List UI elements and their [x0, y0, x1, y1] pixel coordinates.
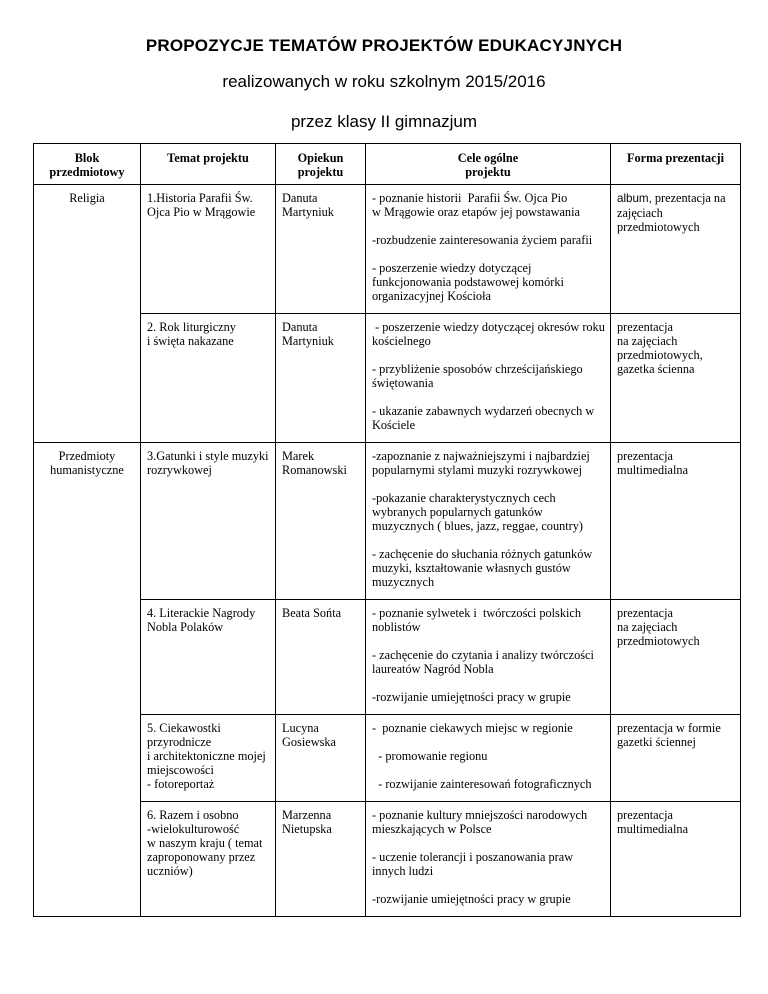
- cell-goals: [366, 185, 611, 314]
- table-row: [34, 600, 741, 715]
- goal-item: -rozbudzenie zainteresowania życiem parafii: [372, 233, 593, 247]
- goal-item: - ukazanie zabawnych wydarzeń obecnych w Kościele: [372, 404, 598, 432]
- cell-form: [611, 715, 741, 802]
- cell-goals: [366, 314, 611, 443]
- header-form: Forma prezentacji: [611, 144, 741, 185]
- cell-supervisor: Marek Romanowski: [276, 443, 366, 600]
- table-row: [34, 715, 741, 802]
- table-row: [34, 185, 741, 314]
- cell-goals: [366, 600, 611, 715]
- cell-form: [611, 314, 741, 443]
- cell-topic: 4. Literackie Nagrody Nobla Polaków: [141, 600, 276, 715]
- document-subtitle-class: przez klasy II gimnazjum: [290, 112, 478, 131]
- cell-topic: 2. Rok liturgiczny i święta nakazane: [141, 314, 276, 443]
- document-subtitle-year: realizowanych w roku szkolnym 2015/2016: [222, 72, 546, 91]
- goal-item: -rozwijanie umiejętności pracy w grupie: [372, 892, 571, 906]
- goal-item: - poznanie historii Parafii Św. Ojca Pio w Mrągowie oraz etapów jej powstawania: [372, 191, 580, 219]
- projects-table: [33, 143, 741, 917]
- document-title: PROPOZYCJE TEMATÓW PROJEKTÓW EDUKACYJNYCH: [145, 36, 623, 55]
- cell-block: Religia: [34, 185, 141, 443]
- table-row: [34, 802, 741, 917]
- form-text: prezentacja na zajęciach przedmiotowych: [617, 606, 700, 648]
- cell-supervisor: Lucyna Gosiewska: [276, 715, 366, 802]
- form-text: prezentacja multimedialna: [617, 808, 689, 836]
- header-block: Blok przedmiotowy: [34, 144, 141, 185]
- cell-goals: [366, 802, 611, 917]
- goal-item: -rozwijanie umiejętności pracy w grupie: [372, 690, 571, 704]
- cell-form: [611, 185, 741, 314]
- cell-goals: [366, 715, 611, 802]
- header-topic: Temat projektu: [141, 144, 276, 185]
- table-header-row: [34, 144, 741, 185]
- cell-topic: 5. Ciekawostki przyrodnicze i architektoniczne mojej miejscowości - fotoreportaż: [141, 715, 276, 802]
- table-row: [34, 443, 741, 600]
- cell-form: [611, 600, 741, 715]
- form-text: prezentacja na zajęciach przedmiotowych, gazetka ścienna: [617, 320, 703, 376]
- header-supervisor: Opiekun projektu: [276, 144, 366, 185]
- goal-item: - zachęcenie do czytania i analizy twórczości laureatów Nagród Nobla: [372, 648, 597, 676]
- cell-goals: [366, 443, 611, 600]
- cell-supervisor: Beata Sońta: [276, 600, 366, 715]
- goal-item: - uczenie tolerancji i poszanowania praw innych ludzi: [372, 850, 577, 878]
- cell-form: [611, 802, 741, 917]
- goal-item: - zachęcenie do słuchania różnych gatunków muzyki, kształtowanie własnych gustów muzycznych: [372, 547, 596, 589]
- cell-supervisor: Danuta Martyniuk: [276, 185, 366, 314]
- goal-item: -zapoznanie z najważniejszymi i najbardziej popularnymi stylami muzyki rozrywkowej: [372, 449, 593, 477]
- cell-topic: 1.Historia Parafii Św. Ojca Pio w Mrągowie: [141, 185, 276, 314]
- goal-item: - poszerzenie wiedzy dotyczącej funkcjonowania podstawowej komórki organizacyjnej Kościoła: [372, 261, 568, 303]
- form-text: prezentacja na zajęciach przedmiotowych: [617, 191, 726, 234]
- cell-topic: 3.Gatunki i style muzyki rozrywkowej: [141, 443, 276, 600]
- goal-item: - poznanie sylwetek i twórczości polskich noblistów: [372, 606, 585, 634]
- form-text: prezentacja w formie gazetki ściennej: [617, 721, 721, 749]
- goal-item: - poznanie ciekawych miejsc w regionie: [372, 721, 573, 735]
- cell-form: [611, 443, 741, 600]
- form-text: prezentacja multimedialna: [617, 449, 689, 477]
- goal-item: - przybliżenie sposobów chrześcijańskiego świętowania: [372, 362, 586, 390]
- goal-item: -pokazanie charakterystycznych cech wybranych popularnych gatunków muzycznych ( blues, jazz, reggae, country): [372, 491, 583, 533]
- table-row: [34, 314, 741, 443]
- goal-item: - poznanie kultury mniejszości narodowych mieszkających w Polsce: [372, 808, 591, 836]
- goal-item: - poszerzenie wiedzy dotyczącej okresów roku kościelnego: [372, 320, 608, 348]
- form-lead: album,: [617, 192, 652, 205]
- header-goals: Cele ogólne projektu: [366, 144, 611, 185]
- cell-supervisor: Marzenna Nietupska: [276, 802, 366, 917]
- goal-item: - rozwijanie zainteresowań fotograficznych: [372, 777, 592, 791]
- cell-block: Przedmioty humanistyczne: [34, 443, 141, 917]
- cell-topic: 6. Razem i osobno -wielokulturowość w naszym kraju ( temat zaproponowany przez uczniów): [141, 802, 276, 917]
- cell-supervisor: Danuta Martyniuk: [276, 314, 366, 443]
- goal-item: - promowanie regionu: [372, 749, 488, 763]
